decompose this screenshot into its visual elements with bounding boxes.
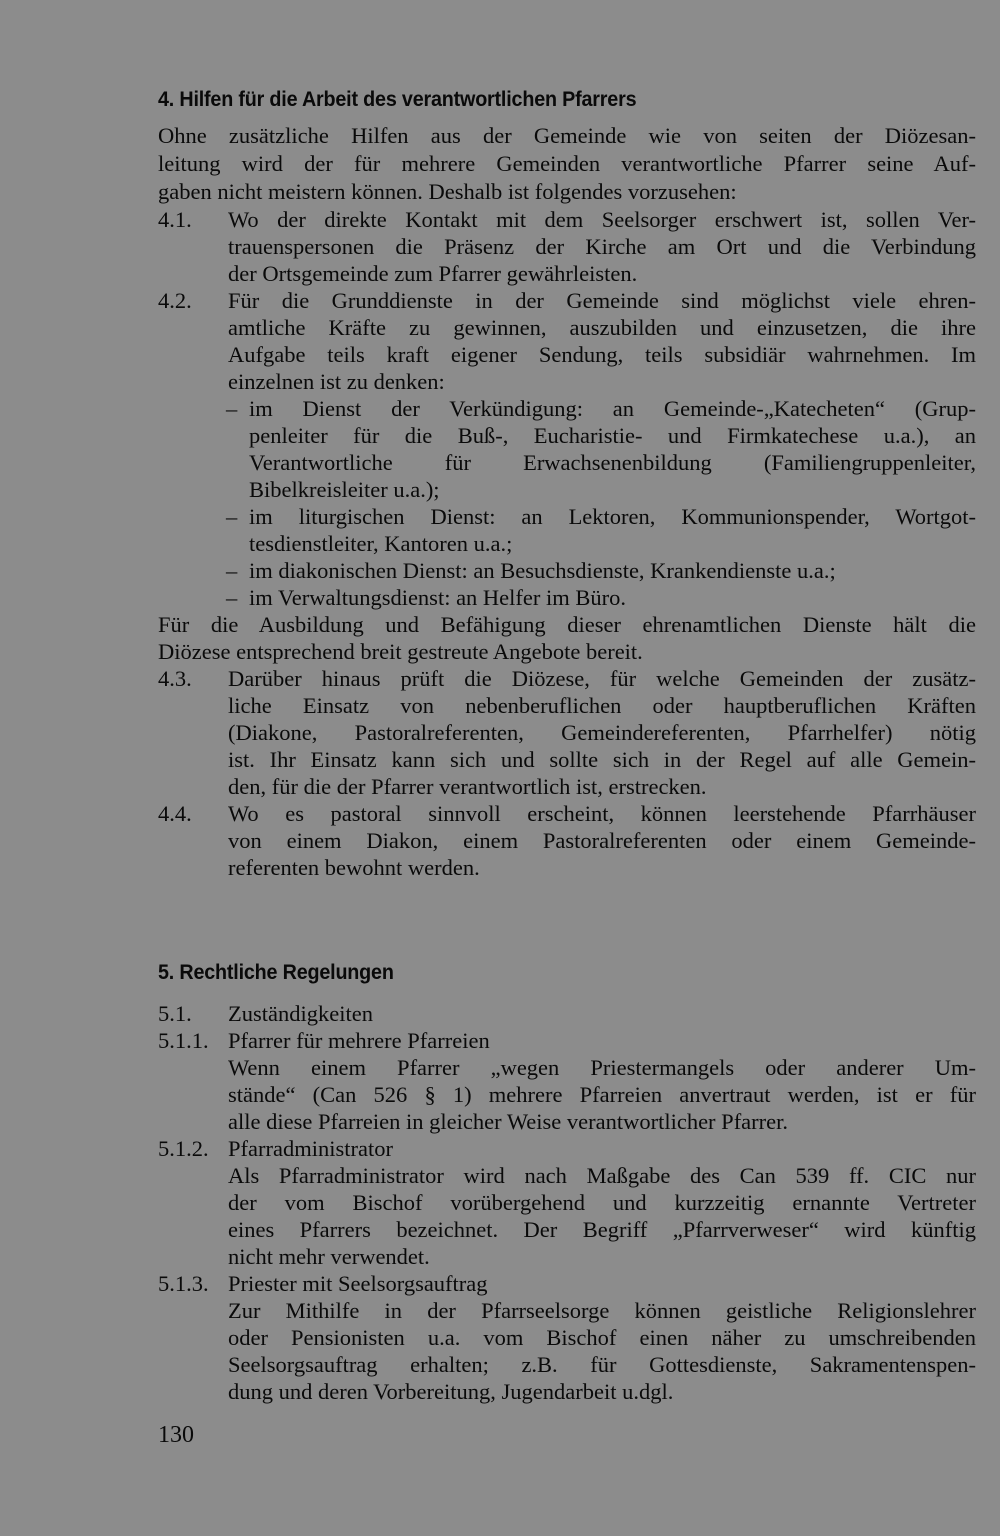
item-4-3-line: Darüber hinaus prüft die Diözese, für welche Gemeinden der zusätz- (228, 666, 976, 691)
bullet-line: im liturgischen Dienst: an Lektoren, Kommunionspender, Wortgot- (249, 504, 976, 529)
item-4-3-line: (Diakone, Pastoralreferenten, Gemeindereferenten, Pfarrhelfer) nötig (228, 720, 976, 745)
bullet-line: im diakonischen Dienst: an Besuchsdienste, Krankendienste u.a.; (249, 558, 836, 583)
item-5-1-2-line: der vom Bischof vorübergehend und kurzzeitig ernannte Vertreter (228, 1190, 976, 1215)
item-5-1-3-line: Seelsorgsauftrag erhalten; z.B. für Gottesdienste, Sakramentenspen- (228, 1352, 976, 1377)
bullet-line: im Verwaltungsdienst: an Helfer im Büro. (249, 585, 627, 610)
item-number-5-1: 5.1. (158, 1001, 192, 1026)
item-5-1-3-line: dung und deren Vorbereitung, Jugendarbeit u.dgl. (228, 1379, 674, 1404)
item-5-1-1-title: Pfarrer für mehrere Pfarreien (228, 1028, 490, 1053)
item-5-1-3-title: Priester mit Seelsorgsauftrag (228, 1271, 488, 1296)
item-4-3-line: ist. Ihr Einsatz kann sich und sollte sich in der Regel auf alle Gemein- (228, 747, 976, 772)
item-4-4-line: von einem Diakon, einem Pastoralreferenten oder einem Gemeinde- (228, 828, 976, 853)
bullet-line: penleiter für die Buß-, Eucharistie- und Firmkatechese u.a.), an (249, 423, 976, 448)
item-4-2-line: einzelnen ist zu denken: (228, 369, 445, 394)
item-number-4-1: 4.1. (158, 207, 192, 232)
dash-bullet: – (226, 396, 238, 421)
dash-bullet: – (226, 558, 238, 583)
item-number-4-4: 4.4. (158, 801, 192, 826)
item-5-1-1-line: stände“ (Can 526 § 1) mehrere Pfarreien anvertraut werden, ist er für (228, 1082, 976, 1107)
item-4-1-line: trauenspersonen die Präsenz der Kirche am Ort und die Verbindung (228, 234, 976, 259)
item-number-5-1-2: 5.1.2. (158, 1136, 209, 1161)
item-5-1-2-title: Pfarradministrator (228, 1136, 393, 1161)
closing-line: Diözese entsprechend breit gestreute Angebote bereit. (158, 639, 643, 664)
item-4-4-line: referenten bewohnt werden. (228, 855, 480, 880)
item-5-1-1-line: Wenn einem Pfarrer „wegen Priestermangels oder anderer Um- (228, 1055, 976, 1080)
intro-line: gaben nicht meistern können. Deshalb ist folgendes vorzusehen: (158, 179, 737, 204)
item-number-5-1-3: 5.1.3. (158, 1271, 209, 1296)
item-4-4-line: Wo es pastoral sinnvoll erscheint, können leerstehende Pfarrhäuser (228, 801, 976, 826)
dash-bullet: – (226, 504, 238, 529)
item-5-1-2-line: nicht mehr verwendet. (228, 1244, 430, 1269)
item-5-1-2-line: eines Pfarrers bezeichnet. Der Begriff „Pfarrverweser“ wird künftig (228, 1217, 976, 1242)
intro-line: Ohne zusätzliche Hilfen aus der Gemeinde wie von seiten der Diözesan- (158, 123, 976, 148)
item-5-1-3-line: oder Pensionisten u.a. vom Bischof einen näher zu umschreibenden (228, 1325, 976, 1350)
item-5-1-title: Zuständigkeiten (228, 1001, 373, 1026)
intro-line: leitung wird der für mehrere Gemeinden verantwortliche Pfarrer seine Auf- (158, 151, 976, 176)
item-5-1-1-line: alle diese Pfarreien in gleicher Weise verantwortlicher Pfarrer. (228, 1109, 789, 1134)
section-4-heading: 4. Hilfen für die Arbeit des verantwortlichen Pfarrers (158, 88, 637, 111)
section-5-heading: 5. Rechtliche Regelungen (158, 961, 394, 984)
item-4-3-line: liche Einsatz von nebenberuflichen oder hauptberuflichen Kräften (228, 693, 976, 718)
item-5-1-2-line: Als Pfarradministrator wird nach Maßgabe des Can 539 ff. CIC nur (228, 1163, 976, 1188)
bullet-line: Bibelkreisleiter u.a.); (249, 477, 440, 502)
item-4-1-line: Wo der direkte Kontakt mit dem Seelsorger erschwert ist, sollen Ver- (228, 207, 976, 232)
closing-line: Für die Ausbildung und Befähigung dieser ehrenamtlichen Dienste hält die (158, 612, 976, 637)
item-number-4-2: 4.2. (158, 288, 192, 313)
item-4-2-line: Für die Grunddienste in der Gemeinde sind möglichst viele ehren- (228, 288, 976, 313)
item-number-4-3: 4.3. (158, 666, 192, 691)
bullet-line: im Dienst der Verkündigung: an Gemeinde-„Katecheten“ (Grup- (249, 396, 976, 421)
item-5-1-3-line: Zur Mithilfe in der Pfarrseelsorge können geistliche Religionslehrer (228, 1298, 976, 1323)
item-4-3-line: den, für die der Pfarrer verantwortlich ist, erstrecken. (228, 774, 707, 799)
item-4-2-line: amtliche Kräfte zu gewinnen, auszubilden und einzusetzen, die ihre (228, 315, 976, 340)
item-number-5-1-1: 5.1.1. (158, 1028, 209, 1053)
item-4-1-line: der Ortsgemeinde zum Pfarrer gewährleisten. (228, 261, 638, 286)
item-4-2-line: Aufgabe teils kraft eigener Sendung, teils subsidiär wahrnehmen. Im (228, 342, 976, 367)
page-number: 130 (158, 1422, 194, 1448)
bullet-line: Verantwortliche für Erwachsenenbildung (Familiengruppenleiter, (249, 450, 976, 475)
dash-bullet: – (226, 585, 238, 610)
bullet-line: tesdienstleiter, Kantoren u.a.; (249, 531, 513, 556)
